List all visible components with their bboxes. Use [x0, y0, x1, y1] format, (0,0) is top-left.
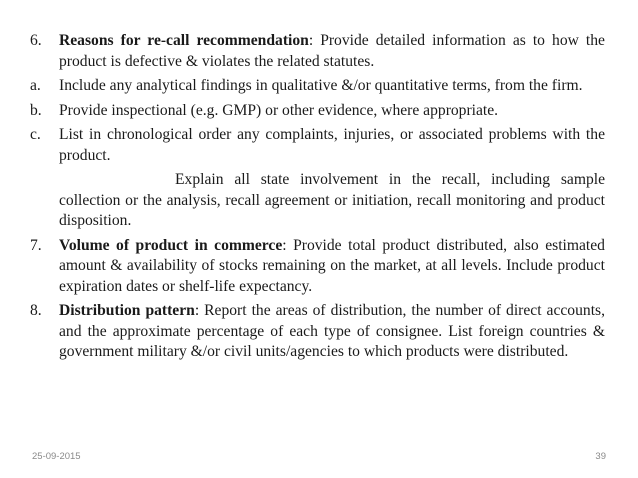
- list-marker: b.: [30, 101, 42, 119]
- item-text: List in chronological order any complaints, injuries, or associated problems with the product.: [59, 126, 605, 164]
- list-item-7: [30, 236, 605, 298]
- footer-date: 25-09-2015: [32, 451, 81, 462]
- list-item-b: [30, 101, 605, 122]
- slide-body: [30, 31, 605, 367]
- list-item-a: [30, 76, 605, 97]
- list-marker: a.: [30, 77, 41, 94]
- list-item-6: [30, 31, 605, 72]
- list-item-c: [30, 125, 605, 166]
- state-involvement-paragraph: [30, 170, 605, 232]
- item-text: : Provide detailed information as to how the product is defective & violates the related statutes.: [59, 32, 605, 70]
- item-text: : Provide total product distributed, also estimated amount & availability of stocks remaining on the market, at all levels. Include product expiration dates or shelf-life expectancy.: [59, 236, 605, 295]
- item-heading: Reasons for re-call recommendation: [59, 32, 309, 49]
- item-heading: Volume of product in commerce: [59, 236, 283, 254]
- list-marker: 8.: [30, 302, 42, 319]
- item-text: : Report the areas of distribution, the number of direct accounts, and the approximate percentage of each type of consignee. List foreign countries & government military &/or civil units/agencies to which products were distributed.: [59, 302, 605, 360]
- list-marker: 7.: [30, 236, 42, 254]
- list-marker: 6.: [30, 32, 42, 49]
- list-item-8: [30, 301, 605, 363]
- list-marker: c.: [30, 126, 41, 143]
- page-number: 39: [595, 451, 606, 462]
- item-text: Provide inspectional (e.g. GMP) or other evidence, where appropriate.: [59, 101, 499, 119]
- paragraph-text: Explain all state involvement in the recall, including sample collection or the analysis, recall agreement or initiation, recall monitoring and product disposition.: [59, 171, 605, 229]
- item-heading: Distribution pattern: [59, 302, 195, 319]
- item-text: Include any analytical findings in qualitative &/or quantitative terms, from the firm.: [59, 77, 583, 94]
